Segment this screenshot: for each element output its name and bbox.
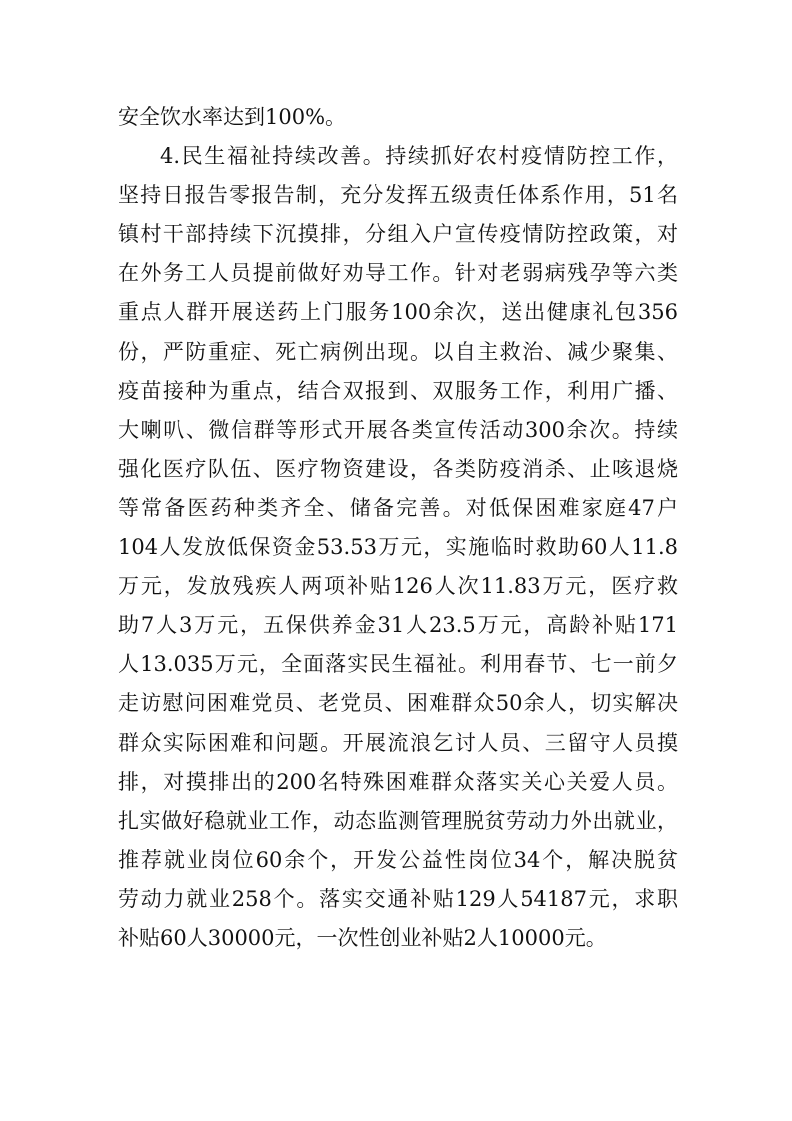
paragraph-line: 排，对摸排出的200名特殊困难群众落实关心关爱人员。: [118, 769, 678, 794]
paragraph-line: 等常备医药种类齐全、储备完善。对低保困难家庭47户: [118, 495, 678, 520]
paragraph-line: 大喇叭、微信群等形式开展各类宣传活动300余次。持续: [118, 417, 678, 442]
paragraph-line: 在外务工人员提前做好劝导工作。针对老弱病残孕等六类: [118, 261, 678, 286]
paragraph-line: 104人发放低保资金53.53万元，实施临时救助60人11.8: [118, 535, 678, 560]
paragraph-line: 劳动力就业258个。落实交通补贴129人54187元，求职: [118, 886, 678, 911]
paragraph-line: 助7人3万元，五保供养金31人23.5万元，高龄补贴171: [118, 613, 678, 638]
paragraph-line: 群众实际困难和问题。开展流浪乞讨人员、三留守人员摸: [118, 730, 678, 755]
paragraph-line: 走访慰问困难党员、老党员、困难群众50余人，切实解决: [118, 691, 678, 716]
paragraph-line: 万元，发放残疾人两项补贴126人次11.83万元，医疗救: [118, 574, 678, 599]
body-text: [118, 98, 678, 958]
paragraph-line: 疫苗接种为重点，结合双报到、双服务工作，利用广播、: [118, 378, 678, 403]
paragraph-line: 推荐就业岗位60余个，开发公益性岗位34个，解决脱贫: [118, 847, 678, 872]
paragraph-line: 安全饮水率达到100%。: [118, 105, 347, 129]
paragraph-line: 坚持日报告零报告制，充分发挥五级责任体系作用，51名: [118, 183, 678, 208]
paragraph-line: 4.民生福祉持续改善。持续抓好农村疫情防控工作，: [160, 144, 678, 169]
paragraph-line: 扎实做好稳就业工作，动态监测管理脱贫劳动力外出就业，: [118, 808, 678, 833]
paragraph-line: 补贴60人30000元，一次性创业补贴2人10000元。: [118, 925, 607, 950]
paragraph-line: 份，严防重症、死亡病例出现。以自主救治、减少聚集、: [118, 339, 678, 364]
paragraph-line: 镇村干部持续下沉摸排，分组入户宣传疫情防控政策，对: [118, 222, 678, 247]
paragraph-line: 强化医疗队伍、医疗物资建设，各类防疫消杀、止咳退烧: [118, 456, 678, 481]
paragraph-line: 人13.035万元，全面落实民生福祉。利用春节、七一前夕: [118, 652, 678, 677]
paragraph-line: 重点人群开展送药上门服务100余次，送出健康礼包356: [118, 300, 678, 325]
